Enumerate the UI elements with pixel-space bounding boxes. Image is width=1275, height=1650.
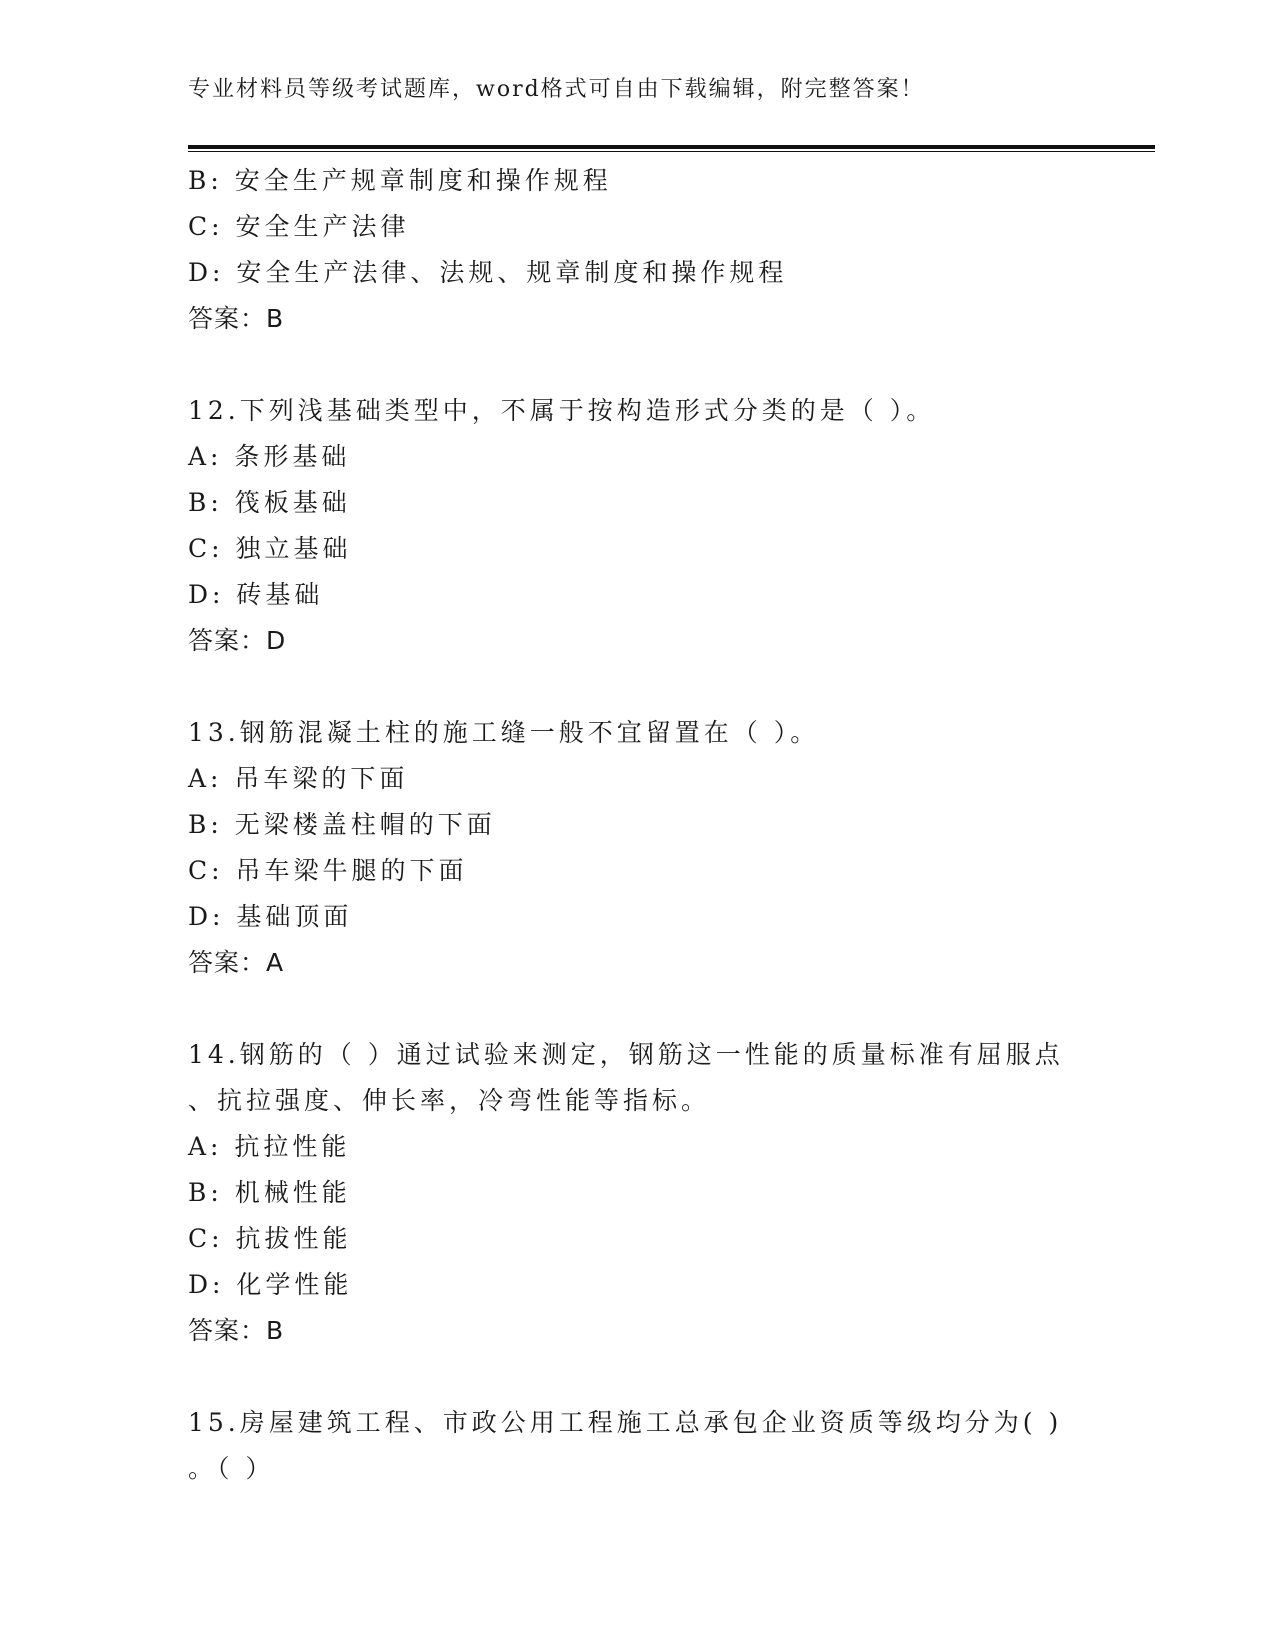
option-c: C: 吊车梁牛腿的下面: [188, 856, 468, 885]
answer: 答案：A: [188, 948, 285, 977]
question-12: [188, 388, 1088, 664]
question-11-continuation: [188, 158, 1088, 342]
option-d: D: 基础顶面: [188, 902, 353, 931]
header-rule-thin: [188, 151, 1155, 152]
option-c: C: 抗拔性能: [188, 1224, 352, 1253]
option-c: C: 独立基础: [188, 534, 352, 563]
option-b: B: 安全生产规章制度和操作规程: [188, 166, 612, 195]
question-stem-continued: 。（ ）: [188, 1454, 275, 1483]
question-stem: 15.房屋建筑工程、市政公用工程施工总承包企业资质等级均分为( ): [188, 1408, 1063, 1437]
question-14: [188, 1032, 1088, 1354]
option-a: A: 抗拉性能: [188, 1132, 351, 1161]
header-rule-thick: [188, 145, 1155, 149]
question-stem: 13.钢筋混凝土柱的施工缝一般不宜留置在（ ）。: [188, 718, 820, 747]
option-d: D: 化学性能: [188, 1270, 353, 1299]
option-d: D: 安全生产法律、法规、规章制度和操作规程: [188, 258, 788, 287]
question-13: [188, 710, 1088, 986]
answer: 答案：B: [188, 304, 285, 333]
page-header: 专业材料员等级考试题库，word格式可自由下载编辑，附完整答案！: [188, 77, 925, 102]
option-b: B: 机械性能: [188, 1178, 351, 1207]
answer: 答案：D: [188, 626, 287, 655]
option-c: C: 安全生产法律: [188, 212, 410, 241]
question-15: [188, 1400, 1088, 1492]
answer: 答案：B: [188, 1316, 285, 1345]
option-b: B: 无梁楼盖柱帽的下面: [188, 810, 496, 839]
option-b: B: 筏板基础: [188, 488, 351, 517]
option-a: A: 吊车梁的下面: [188, 764, 409, 793]
question-stem: 12.下列浅基础类型中，不属于按构造形式分类的是（ ）。: [188, 396, 936, 425]
question-stem-continued: 、抗拉强度、伸长率，冷弯性能等指标。: [188, 1086, 711, 1115]
option-a: A: 条形基础: [188, 442, 351, 471]
option-d: D: 砖基础: [188, 580, 324, 609]
question-stem: 14.钢筋的（ ）通过试验来测定，钢筋这一性能的质量标准有屈服点: [188, 1040, 1064, 1069]
question-content: [188, 158, 1088, 1492]
